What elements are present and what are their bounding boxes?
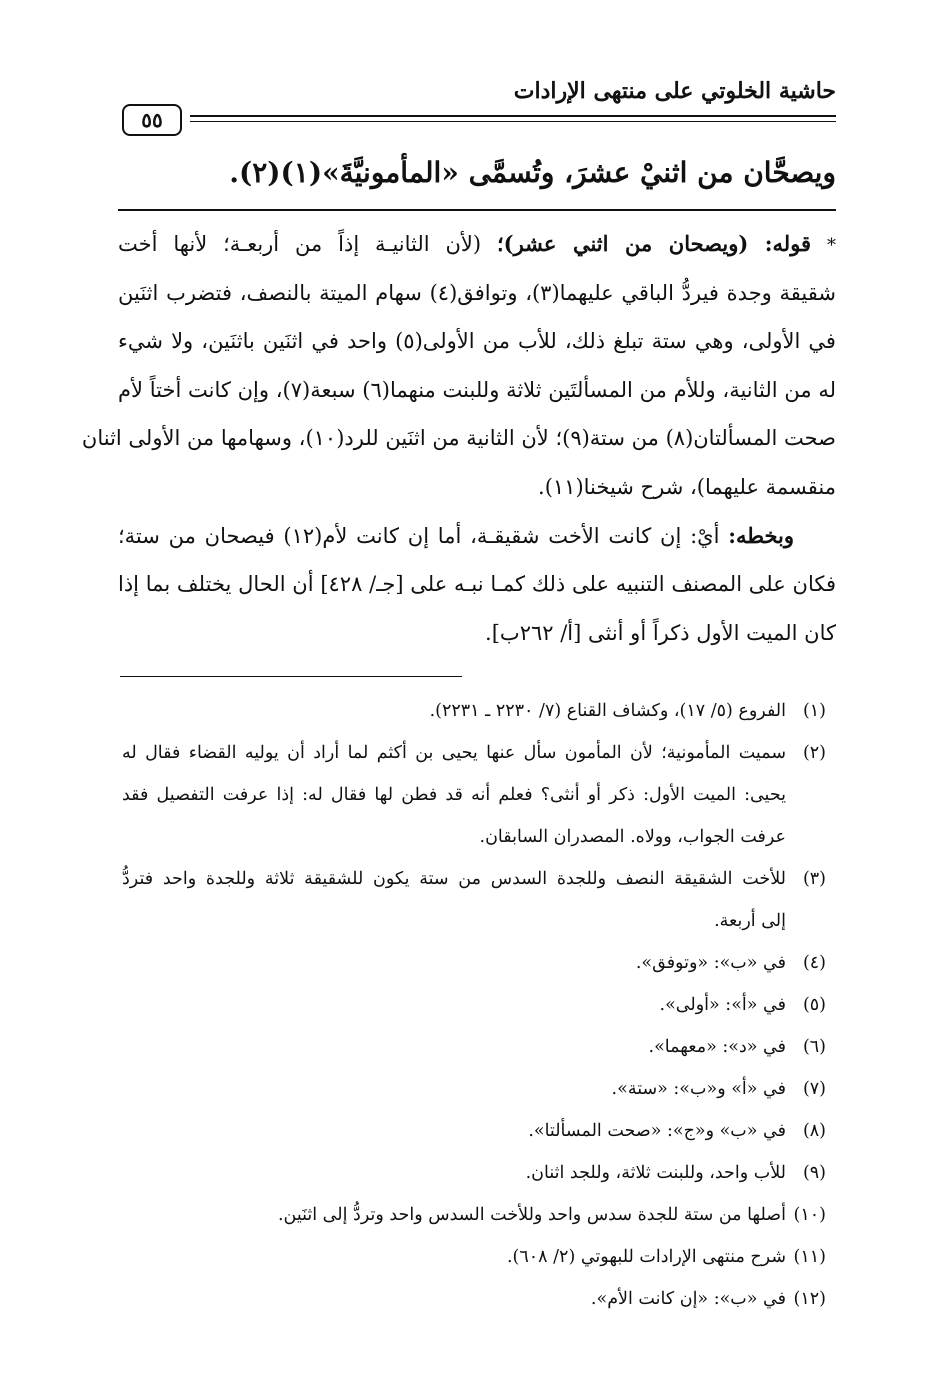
- footnote-line: للأخت الشقيقة النصف وللجدة السدس من ستة يكون للشقيقة ثلاثة وللجدة واحد فتردُّ: [122, 869, 786, 889]
- footnote: [122, 690, 826, 732]
- footnote-number: (٥): [802, 995, 826, 1015]
- footnotes-block: [122, 690, 826, 1320]
- running-header-title: حاشية الخلوتي على منتهى الإرادات: [513, 78, 836, 104]
- footnote-number: (٧): [802, 1079, 826, 1099]
- footnote-number: (٦): [802, 1037, 826, 1057]
- footnote: [122, 1194, 826, 1236]
- footnote-line: يحيى: الميت الأول: ذكر أو أنثى؟ فعلم أنه قد فطن لها فقال له: إذا عرفت التفصيل فقد: [122, 785, 786, 805]
- footnote: [122, 1026, 826, 1068]
- commentary-line: صحت المسألتان(٨) من ستة(٩)؛ لأن الثانية من اثنَين للرد(١٠)، وسهامها من الأولى اثنان: [81, 426, 836, 451]
- footnote-number: (١٠): [793, 1205, 826, 1225]
- footnote: [122, 1278, 826, 1320]
- footnote: [122, 732, 826, 858]
- commentary-line: في الأولى، وهي ستة تبلغ ذلك، للأب من الأولى(٥) واحد في اثنَين باثنَين، ولا شيء: [118, 329, 836, 354]
- footnote-number: (١١): [793, 1247, 826, 1267]
- page-number: ٥٥: [122, 104, 182, 136]
- commentary-line: منقسمة عليهما)، شرح شيخنا(١١).: [538, 474, 836, 499]
- footnote-line: في «ب»: «إن كانت الأم».: [590, 1289, 786, 1309]
- footnote-number: (٣): [802, 869, 826, 889]
- footnote: [122, 1068, 826, 1110]
- footnote-number: (١): [802, 701, 826, 721]
- commentary-line: فكان على المصنف التنبيه على ذلك كمـا نبـه على [جـ/ ٤٢٨] أن الحال يختلف بما إذا: [118, 572, 836, 597]
- footnote-separator-rule: [120, 676, 462, 677]
- footnote-line: في «أ» و«ب»: «ستة».: [611, 1079, 786, 1099]
- header-rule: [190, 115, 836, 117]
- footnote-line: الفروع (٥/ ١٧)، وكشاف القناع (٧/ ٢٢٣٠ ـ ٢٢٣١).: [429, 701, 786, 721]
- footnote-line: إلى أربعة.: [714, 911, 786, 931]
- commentary-lemma: وبخطه:: [728, 522, 794, 548]
- commentary-block: [81, 220, 836, 657]
- footnote: [122, 942, 826, 984]
- footnote-line: أصلها من ستة للجدة سدس واحد وللأخت السدس واحد وتردُّ إلى اثنَين.: [277, 1205, 786, 1225]
- matn-text: ويصحَّان من اثنيْ عشرَ، وتُسمَّى «المأمونيَّةَ»(١)(٢).: [229, 156, 836, 189]
- commentary-line: له من الثانية، وللأم من المسألتَين ثلاثة وللبنت منهما(٦) سبعة(٧)، وإن كانت أختاً لأم: [118, 377, 836, 402]
- star-marker: *: [826, 235, 836, 256]
- footnote-line: في «د»: «معهما».: [648, 1037, 786, 1057]
- footnote-line: عرفت الجواب، وولاه. المصدران السابقان.: [479, 827, 786, 847]
- footnote: [122, 1110, 826, 1152]
- footnote-number: (٢): [802, 743, 826, 763]
- footnote: [122, 984, 826, 1026]
- footnote: [122, 858, 826, 942]
- commentary-line: شقيقة وجدة فيردُّ الباقي عليهما(٣)، وتوافق(٤) سهام الميتة بالنصف، فتضرب اثنَين: [118, 280, 836, 305]
- footnote-line: في «ب»: «وتوفق».: [635, 953, 786, 973]
- footnote-line: للأب واحد، وللبنت ثلاثة، وللجد اثنان.: [525, 1163, 786, 1183]
- footnote: [122, 1152, 826, 1194]
- commentary-line: كان الميت الأول ذكراً أو أنثى [أ/ ٢٦٢ب].: [485, 620, 836, 645]
- commentary-line: [118, 512, 836, 561]
- commentary-line: [118, 220, 836, 269]
- footnote-number: (١٢): [793, 1289, 826, 1309]
- footnote-line: في «أ»: «أولى».: [659, 995, 786, 1015]
- matn-separator-rule: [118, 209, 836, 211]
- commentary-text: (لأن الثانيـة إذاً من أربعـة؛ لأنها أخت: [118, 232, 497, 256]
- commentary-lemma: قوله: (ويصحان من اثني عشر)؛: [496, 231, 812, 256]
- footnote-line: سميت المأمونية؛ لأن المأمون سأل عنها يحيى بن أكثم لما أراد أن يوليه القضاء فقال له: [122, 743, 786, 763]
- footnote-number: (٤): [802, 953, 826, 973]
- footnote-number: (٩): [802, 1163, 826, 1183]
- header-rule-thin: [190, 121, 836, 122]
- footnote-line: شرح منتهى الإرادات للبهوتي (٢/ ٦٠٨).: [506, 1247, 786, 1267]
- footnote: [122, 1236, 826, 1278]
- commentary-text: أيْ: إن كانت الأخت شقيقـة، أما إن كانت لأم(١٢) فيصحان من ستة؛: [118, 523, 729, 548]
- footnote-line: في «ب» و«ج»: «صحت المسألتا».: [528, 1121, 786, 1141]
- footnote-number: (٨): [802, 1121, 826, 1141]
